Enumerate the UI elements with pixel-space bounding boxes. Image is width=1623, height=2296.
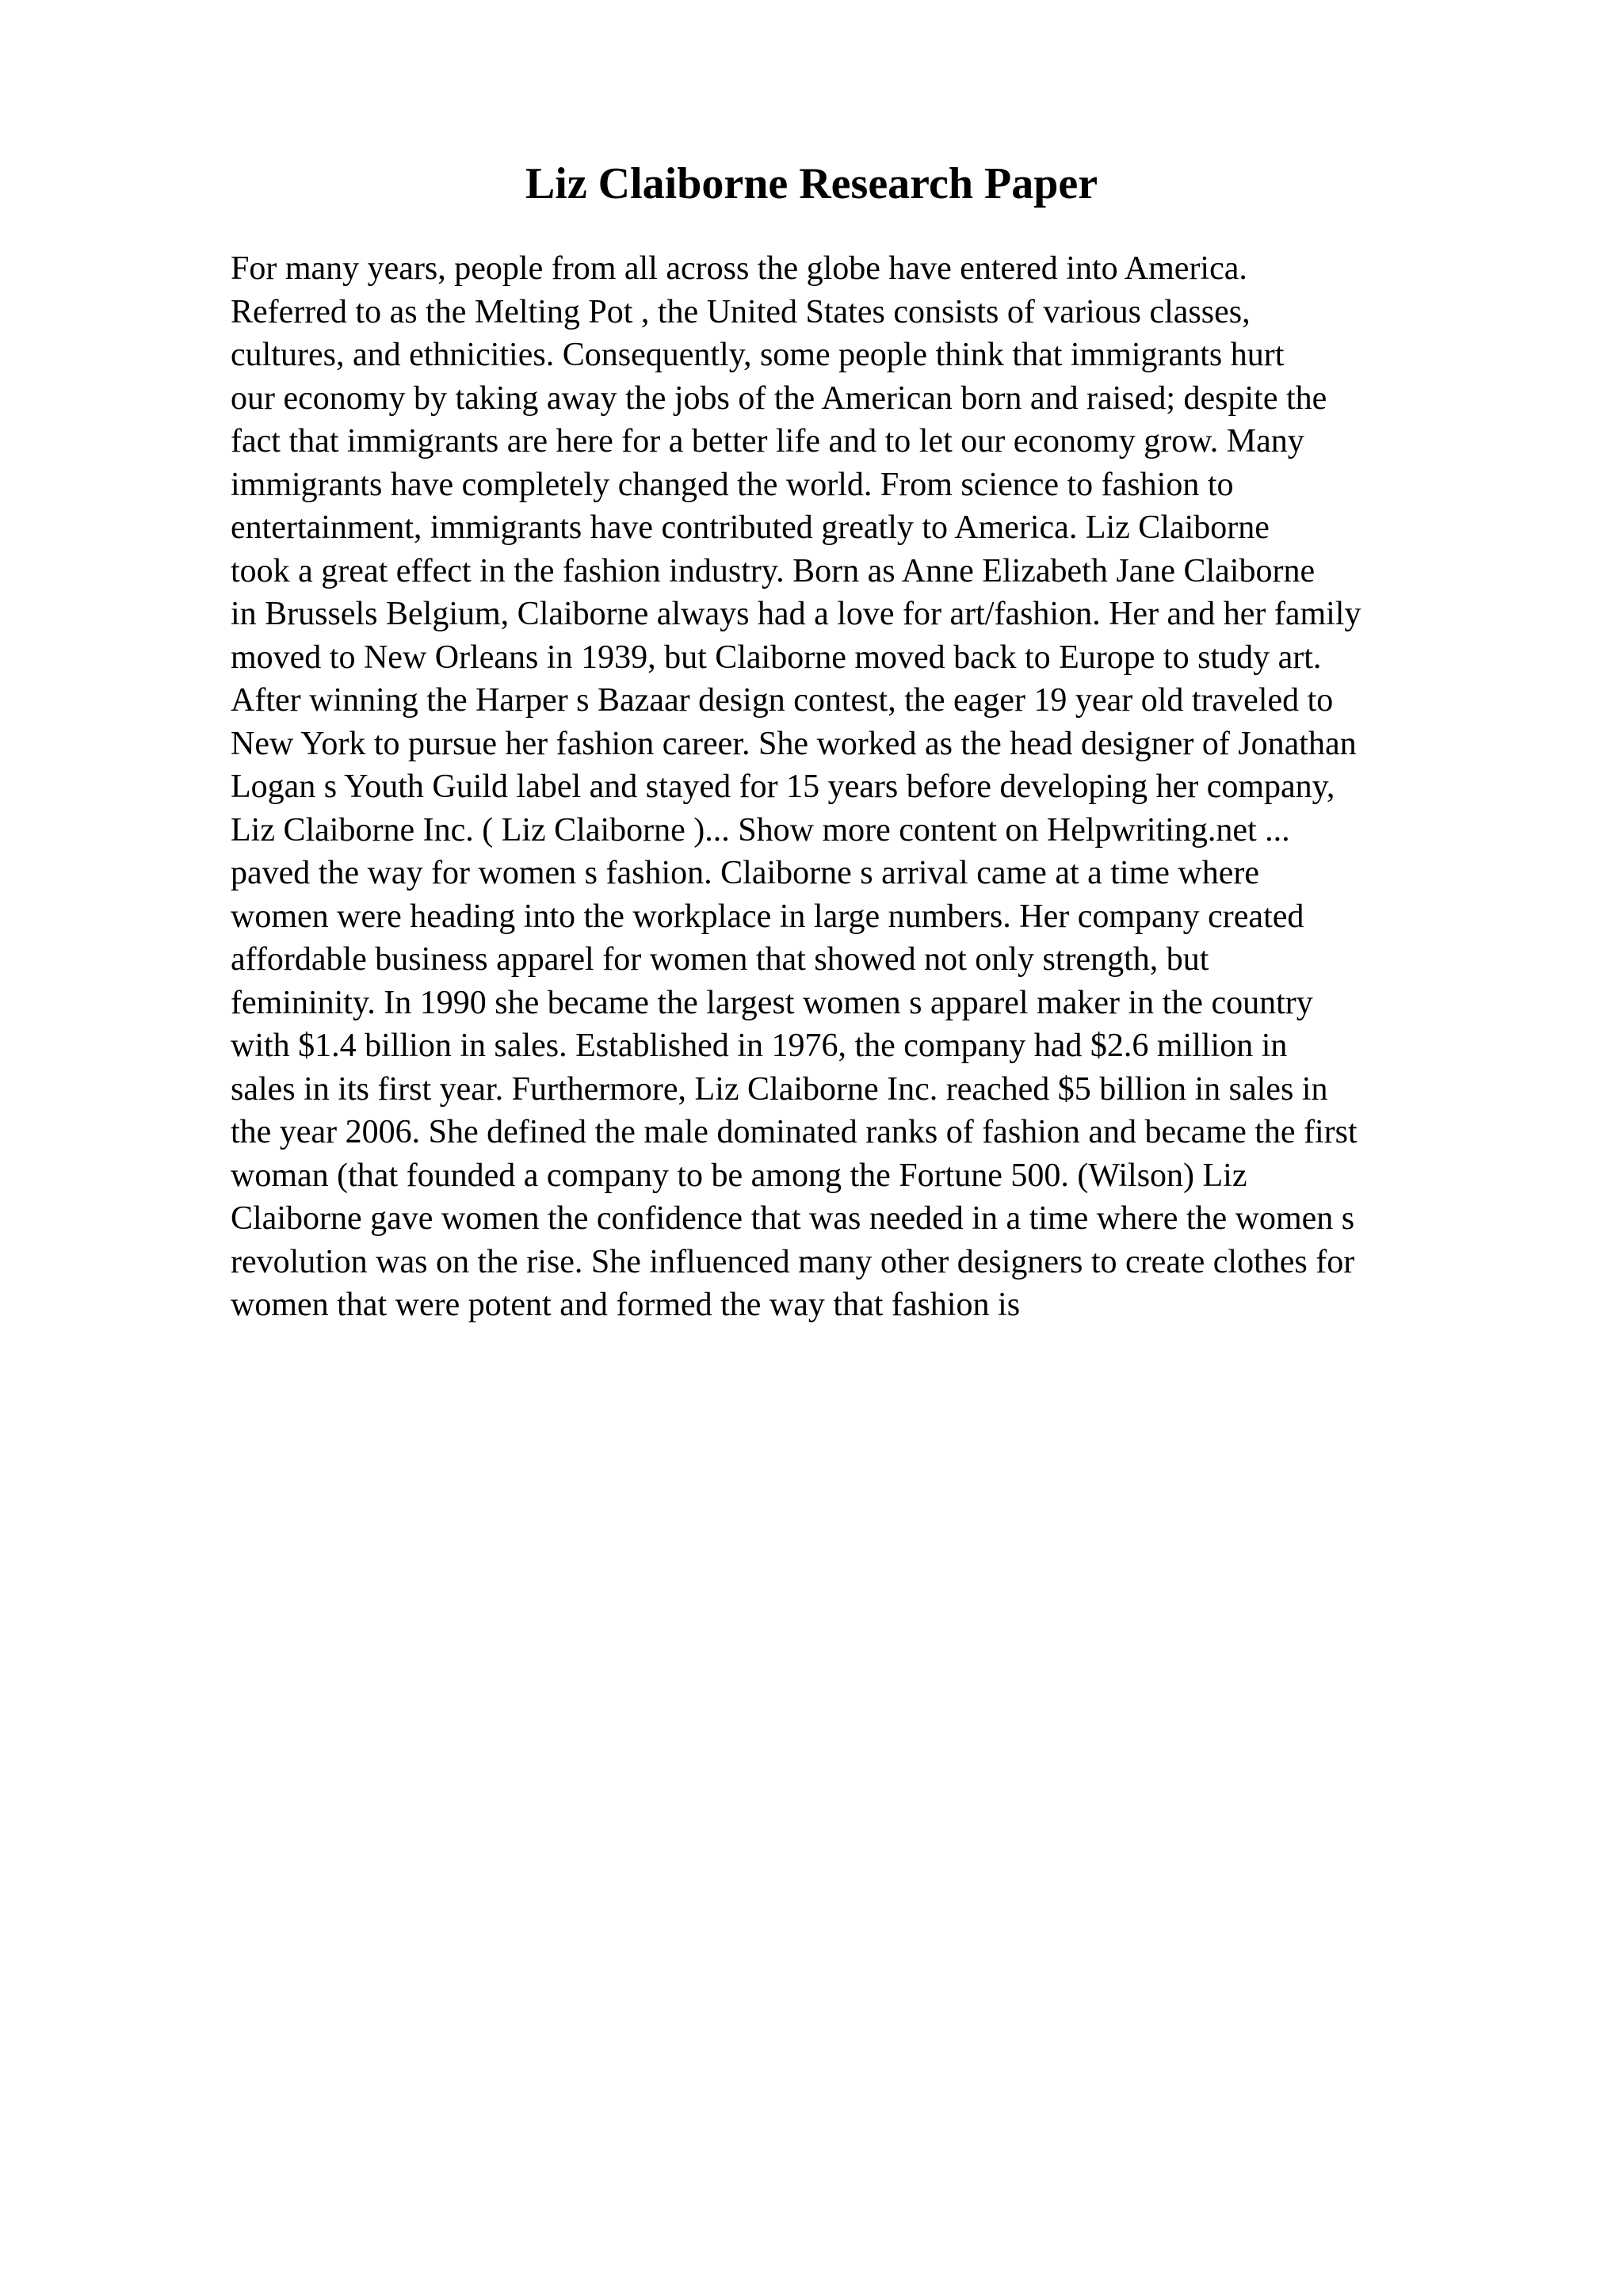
body-line: entertainment, immigrants have contributed greatly to America. Liz Claiborne — [231, 509, 1270, 546]
body-line: paved the way for women s fashion. Claiborne s arrival came at a time where — [231, 855, 1260, 891]
body-line: cultures, and ethnicities. Consequently, some people think that immigrants hurt — [231, 337, 1285, 373]
body-line: in Brussels Belgium, Claiborne always had a love for art/fashion. Her and her family — [231, 596, 1361, 632]
body-line: New York to pursue her fashion career. She worked as the head designer of Jonathan — [231, 725, 1357, 762]
body-line: revolution was on the rise. She influenced many other designers to create clothes for — [231, 1243, 1355, 1280]
body-line: Claiborne gave women the confidence that was needed in a time where the women s — [231, 1200, 1355, 1237]
body-line: moved to New Orleans in 1939, but Claiborne moved back to Europe to study art. — [231, 639, 1322, 676]
body-line: the year 2006. She defined the male dominated ranks of fashion and became the first — [231, 1114, 1358, 1150]
body-line: with $1.4 billion in sales. Established in 1976, the company had $2.6 million in — [231, 1028, 1288, 1064]
body-line: Logan s Youth Guild label and stayed for 15 years before developing her company, — [231, 769, 1335, 805]
body-line: Referred to as the Melting Pot , the United States consists of various classes, — [231, 293, 1251, 330]
body-line: For many years, people from all across the globe have entered into America. — [231, 250, 1247, 287]
body-line: women were heading into the workplace in large numbers. Her company created — [231, 898, 1304, 935]
body-line: After winning the Harper s Bazaar design contest, the eager 19 year old traveled to — [231, 682, 1334, 719]
body-line: sales in its first year. Furthermore, Liz Claiborne Inc. reached $5 billion in sales in — [231, 1070, 1328, 1108]
document-title: Liz Claiborne Research Paper — [525, 159, 1098, 208]
body-line: took a great effect in the fashion industry. Born as Anne Elizabeth Jane Claiborne — [231, 552, 1316, 589]
body-line: immigrants have completely changed the world. From science to fashion to — [231, 466, 1234, 503]
body-line: fact that immigrants are here for a better life and to let our economy grow. Many — [231, 423, 1304, 460]
body-line: women that were potent and formed the way that fashion is — [231, 1287, 1021, 1323]
body-line: femininity. In 1990 she became the largest women s apparel maker in the country — [231, 984, 1313, 1021]
body-line: affordable business apparel for women that showed not only strength, but — [231, 941, 1209, 978]
document-body — [231, 247, 1514, 1327]
body-line: Liz Claiborne Inc. ( Liz Claiborne )... Show more content on Helpwriting.net ... — [231, 811, 1290, 849]
body-line: our economy by taking away the jobs of the American born and raised; despite the — [231, 379, 1327, 417]
body-line: woman (that founded a company to be among the Fortune 500. (Wilson) Liz — [231, 1157, 1247, 1194]
